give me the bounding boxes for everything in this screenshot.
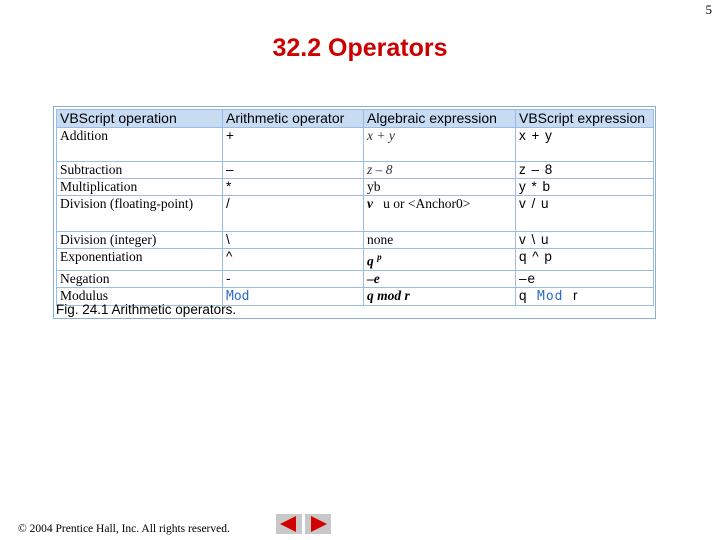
cell-operator: / <box>223 196 364 232</box>
cell-algebraic: –e <box>364 270 516 287</box>
cell-vbscript: –e <box>516 270 654 287</box>
cell-operation: Modulus <box>57 287 223 305</box>
cell-operation: Multiplication <box>57 179 223 196</box>
cell-vbscript <box>516 287 654 305</box>
right-triangle-icon <box>311 516 327 532</box>
algebraic-base: q <box>367 253 374 269</box>
table-row <box>57 162 654 179</box>
previous-slide-button[interactable] <box>276 514 302 534</box>
operators-table <box>56 109 654 306</box>
cell-operation: Addition <box>57 128 223 162</box>
algebraic-exponent: p <box>377 252 382 262</box>
mod-keyword: Mod <box>537 288 564 304</box>
cell-operation: Division (integer) <box>57 232 223 249</box>
table-row <box>57 249 654 271</box>
operators-table-figure <box>53 106 656 319</box>
header-vbscript-expression: VBScript expression <box>516 110 654 128</box>
table-row <box>57 179 654 196</box>
cell-operator: – <box>223 162 364 179</box>
header-algebraic-expression: Algebraic expression <box>364 110 516 128</box>
vbscript-operand-r: r <box>573 287 579 303</box>
algebraic-rest: u or <Anchor0> <box>383 196 471 211</box>
cell-operator: \ <box>223 232 364 249</box>
cell-operator: * <box>223 179 364 196</box>
table-header-row <box>57 110 654 128</box>
cell-operator: - <box>223 270 364 287</box>
mod-keyword: Mod <box>226 288 250 304</box>
table-row <box>57 270 654 287</box>
slide-title: 32.2 Operators <box>272 34 448 62</box>
page-number: 5 <box>705 2 712 17</box>
cell-vbscript: v \ u <box>516 232 654 249</box>
header-arithmetic-operator: Arithmetic operator <box>223 110 364 128</box>
cell-operation: Division (floating-point) <box>57 196 223 232</box>
cell-vbscript: y * b <box>516 179 654 196</box>
cell-algebraic: x + y <box>364 128 516 162</box>
copyright-footer: © 2004 Prentice Hall, Inc. All rights reserved. <box>18 523 230 535</box>
cell-vbscript: q ^ p <box>516 249 654 271</box>
cell-operation: Exponentiation <box>57 249 223 271</box>
header-operation: VBScript operation <box>57 110 223 128</box>
left-triangle-icon <box>280 516 296 532</box>
cell-operation: Negation <box>57 270 223 287</box>
cell-operation: Subtraction <box>57 162 223 179</box>
cell-operator: + <box>223 128 364 162</box>
table-row <box>57 232 654 249</box>
cell-operator: ^ <box>223 249 364 271</box>
next-slide-button[interactable] <box>305 514 331 534</box>
cell-vbscript: v / u <box>516 196 654 232</box>
table-row <box>57 128 654 162</box>
algebraic-numerator: v <box>367 196 373 211</box>
cell-vbscript: x + y <box>516 128 654 162</box>
figure-caption: Fig. 24.1 Arithmetic operators. <box>56 302 237 317</box>
cell-algebraic: none <box>364 232 516 249</box>
cell-algebraic <box>364 196 516 232</box>
table-row <box>57 196 654 232</box>
cell-algebraic: yb <box>364 179 516 196</box>
cell-algebraic <box>364 249 516 271</box>
vbscript-operand-q: q <box>519 287 528 303</box>
cell-algebraic: q mod r <box>364 287 516 305</box>
cell-operator <box>223 287 364 305</box>
cell-vbscript: z – 8 <box>516 162 654 179</box>
cell-algebraic: z – 8 <box>364 162 516 179</box>
